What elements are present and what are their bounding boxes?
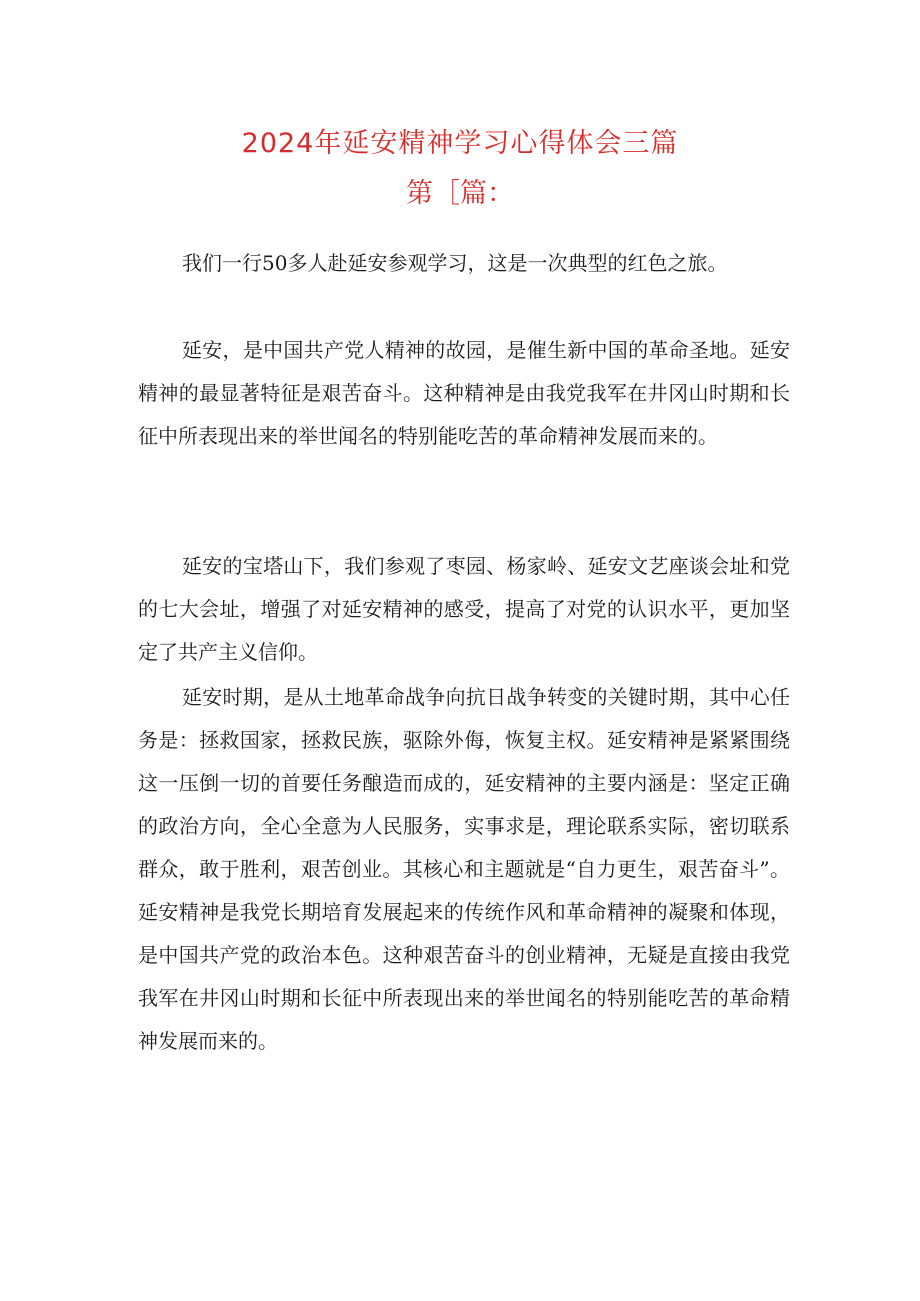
section-heading: 第［篇： [406, 178, 514, 209]
paragraph-text: 延安的宝塔山下，我们参观了枣园、杨家岭、延安文艺座谈会址和党的七大会址，增强了对延安精神的感受，提高了对党的认识水平，更加坚定了共产主义信仰。 [138, 554, 790, 664]
paragraph-text: 延安，是中国共产党人精神的故园，是催生新中国的革命圣地。延安精神的最显著特征是艰苦奋斗。这种精神是由我党我军在井冈山时期和长征中所表现出来的举世闻名的特别能吃苦的革命精神发展而来的。 [138, 338, 790, 448]
paragraph-text: 我们一行50多人赴延安参观学习，这是一次典型的红色之旅。 [182, 251, 728, 275]
paragraph-text: 延安时期，是从土地革命战争向抗日战争转变的关键时期，其中心任务是：拯救国家，拯救民族，驱除外侮，恢复主权。延安精神是紧紧围绕这一压倒一切的首要任务酿造而成的，延安精神的主要内涵是：坚定正确的政治方向，全心全意为人民服务，实事求是，理论联系实际，密切联系群众，敢于胜利，艰苦创业。其核心和主题就是“自力更生，艰苦奋斗”。延安精神是我党长期培育发展起来的传统作风和革命精神的凝聚和体现，是中国共产党的政治本色。这种艰苦奋斗的创业精神，无疑是直接由我党我军在井冈山时期和长征中所表现出来的举世闻名的特别能吃苦的革命精神发展而来的。 [138, 685, 790, 1053]
paragraph-3 [138, 545, 790, 674]
paragraph-1 [138, 242, 790, 285]
paragraph-2 [138, 329, 790, 458]
paragraph-4 [138, 676, 790, 1063]
document-title: 2024年延安精神学习心得体会三篇 [241, 128, 679, 159]
